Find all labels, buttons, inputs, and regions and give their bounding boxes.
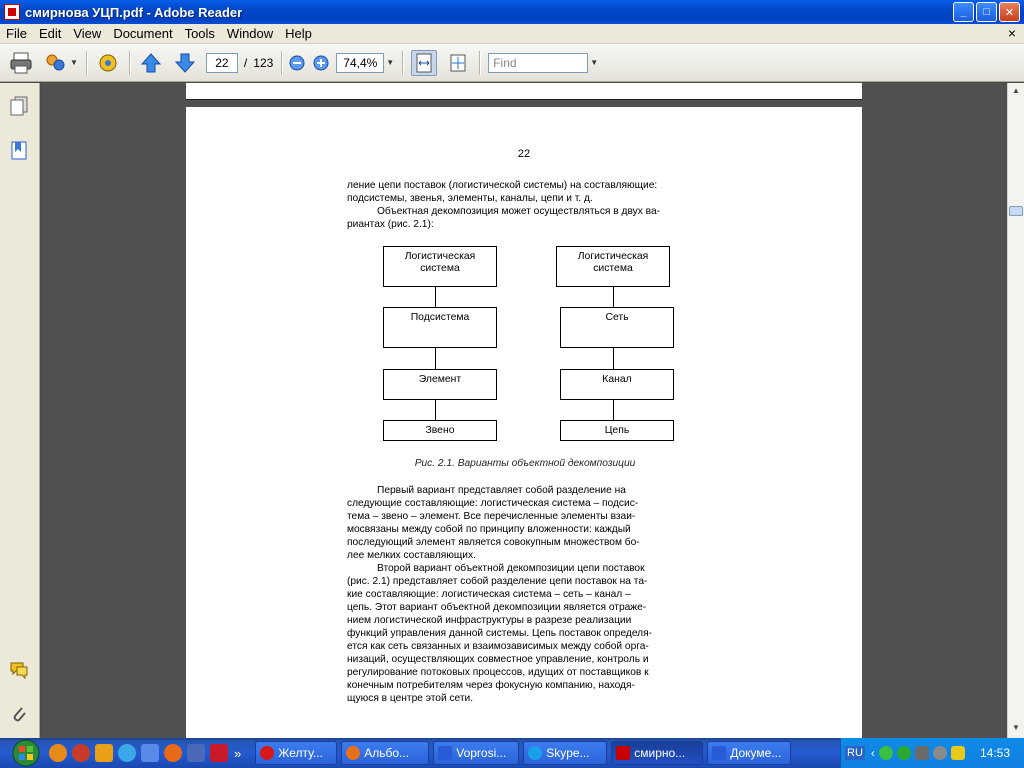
browser-icon[interactable] <box>72 744 90 762</box>
diagram-box-right-3: Канал <box>560 369 674 400</box>
title-bar <box>0 0 1024 24</box>
diagram-box-left-3: Элемент <box>383 369 497 400</box>
diagram-box-right-1: Логистическая система <box>556 246 670 287</box>
task-button-6[interactable] <box>707 741 791 765</box>
agent-icon[interactable] <box>897 746 911 760</box>
diagram-box-right-2: Сеть <box>560 307 674 348</box>
text-line: лее мелких составляющих. <box>347 550 476 561</box>
diagram-box-right-4: Цепь <box>560 420 674 441</box>
chevron-down-icon[interactable]: ▼ <box>386 58 395 67</box>
diagram-connector <box>613 287 614 307</box>
text-line: функций управления данной системы. Цепь поставок определя- <box>347 628 653 639</box>
find-input[interactable]: Find <box>488 53 588 73</box>
skype-icon <box>528 746 542 760</box>
toolbar-separator <box>86 51 87 75</box>
network-icon[interactable] <box>915 746 929 760</box>
app-icon[interactable] <box>210 744 228 762</box>
minimize-button[interactable]: _ <box>953 2 974 22</box>
text-line: мосвязаны между собой по принципу вложенности: каждый <box>347 524 631 535</box>
text-line: (рис. 2.1) представляет собой разделение цепи поставок на та- <box>347 576 648 587</box>
attachments-icon[interactable] <box>8 703 30 725</box>
taskbar <box>0 738 1024 768</box>
task-label: Желту... <box>278 746 323 760</box>
fit-page-icon[interactable] <box>445 50 471 76</box>
toolbar-separator <box>281 51 282 75</box>
mail-agent-icon[interactable] <box>49 744 67 762</box>
adobe-reader-icon <box>616 746 630 760</box>
window-controls <box>953 2 1020 22</box>
menu-window[interactable]: Window <box>226 26 274 41</box>
media-player-icon[interactable] <box>118 744 136 762</box>
text-line: Объектная декомпозиция может осуществляться в двух ва- <box>377 206 661 217</box>
paragraph-3 <box>347 484 703 562</box>
menu-bar <box>0 24 1024 44</box>
zoom-in-icon[interactable] <box>312 50 330 76</box>
menu-edit[interactable]: Edit <box>38 26 62 41</box>
quicklaunch-more-icon[interactable]: » <box>234 745 242 761</box>
menu-view[interactable]: View <box>73 26 102 41</box>
chevron-down-icon[interactable]: ▼ <box>590 58 599 67</box>
task-button-2[interactable] <box>341 741 429 765</box>
diagram-connector <box>613 400 614 420</box>
diagram-box-left-2: Подсистема <box>383 307 497 348</box>
figure-caption: Рис. 2.1. Варианты объектной декомпозиции <box>414 458 636 469</box>
security-icon[interactable] <box>951 746 965 760</box>
task-button-3[interactable] <box>433 741 519 765</box>
toolbar <box>0 44 1024 82</box>
scroll-up-icon[interactable]: ▲ <box>1012 86 1020 95</box>
text-line: низаций, осуществляющих совместное управление, контроль и <box>347 654 649 665</box>
word-icon <box>712 746 726 760</box>
menu-document[interactable]: Document <box>113 26 173 41</box>
pdf-page <box>186 107 862 738</box>
text-line: конечным потребителям через фокусную компанию, находя- <box>347 680 635 691</box>
text-line: кие составляющие: логистическая система – сеть – канал – <box>347 589 631 600</box>
text-line: щуюся в центре этой сети. <box>347 693 474 704</box>
pages-icon[interactable] <box>8 95 30 117</box>
app-icon[interactable] <box>187 744 205 762</box>
bookmarks-icon[interactable] <box>8 139 30 161</box>
opera-icon <box>260 746 274 760</box>
zoom-out-icon[interactable] <box>288 50 306 76</box>
chevron-down-icon[interactable]: ▼ <box>70 58 78 67</box>
task-label: смирно... <box>634 746 686 760</box>
text-line: риантах (рис. 2.1): <box>347 219 434 230</box>
text-line: последующий элемент является совокупным множеством бо- <box>347 537 640 548</box>
previous-page-icon[interactable] <box>138 50 164 76</box>
icq-icon[interactable] <box>879 746 893 760</box>
firefox-icon[interactable] <box>164 744 182 762</box>
menu-file[interactable]: File <box>6 26 27 41</box>
paragraph-2 <box>347 205 703 231</box>
text-line: Второй вариант объектной декомпозиции цепи поставок <box>377 563 645 574</box>
menu-tools[interactable]: Tools <box>184 26 215 41</box>
fit-width-icon[interactable] <box>411 50 437 76</box>
volume-icon[interactable] <box>933 746 947 760</box>
tool-icon[interactable] <box>95 744 113 762</box>
task-label: Докуме... <box>730 746 782 760</box>
page-number-input[interactable]: 22 <box>206 53 238 73</box>
diagram-connector <box>435 400 436 420</box>
paragraph-1 <box>347 179 703 205</box>
text-line: ление цепи поставок (логистической системы) на составляющие: <box>347 180 658 191</box>
task-label: Альбо... <box>364 746 410 760</box>
text-line: Первый вариант представляет собой разделение на <box>377 485 626 496</box>
tray-expand-icon[interactable]: ‹ <box>870 746 875 760</box>
text-line: ется как сеть связанных и взаимозависимых между собой орга- <box>347 641 649 652</box>
text-line: подсистемы, звенья, элементы, каналы, цепи и т. д. <box>347 193 593 204</box>
text-line: следующие составляющие: логистическая система – подсис- <box>347 498 639 509</box>
diagram-connector <box>613 348 614 369</box>
comments-icon[interactable] <box>8 659 30 681</box>
text-line: цепь. Этот вариант объектной декомпозиции является отраже- <box>347 602 647 613</box>
close-button[interactable]: ✕ <box>999 2 1020 22</box>
text-line: тема – звено – элемент. Все перечисленные элементы взаи- <box>347 511 636 522</box>
toolbar-separator <box>479 51 480 75</box>
word-icon <box>438 746 452 760</box>
firefox-icon <box>346 746 360 760</box>
page-total: 123 <box>253 55 274 70</box>
clock: 14:53 <box>979 746 1010 760</box>
task-label: Voprosi... <box>456 746 507 760</box>
previous-page-bottom <box>186 83 862 100</box>
window-title: смирнова УЦП.pdf - Adobe Reader <box>25 4 243 20</box>
document-area[interactable] <box>41 83 1007 738</box>
paragraph-4 <box>347 562 703 705</box>
next-page-icon[interactable] <box>172 50 198 76</box>
toolbar-separator <box>129 51 130 75</box>
navigation-panel <box>0 83 40 738</box>
maximize-button[interactable]: □ <box>976 2 997 22</box>
text-line: регулирование потоковых процессов, идущих от поставщиков к <box>347 667 649 678</box>
scroll-down-icon[interactable]: ▼ <box>1012 723 1020 732</box>
text-line: нием логистической инфраструктуры в разрезе реализации <box>347 615 632 626</box>
task-label: Skype... <box>546 746 590 760</box>
scrollbar-thumb[interactable] <box>1009 206 1023 216</box>
language-indicator[interactable]: RU <box>847 747 863 759</box>
ie-icon[interactable] <box>141 744 159 762</box>
task-button-1[interactable] <box>255 741 337 765</box>
print-icon[interactable] <box>8 50 34 76</box>
start-button[interactable] <box>8 738 44 768</box>
page-number: 22 <box>517 148 531 160</box>
diagram-box-left-1: Логистическая система <box>383 246 497 287</box>
task-button-5[interactable] <box>611 741 703 765</box>
menu-help[interactable]: Help <box>285 26 312 41</box>
system-tray <box>840 738 1024 768</box>
collaborate-icon[interactable] <box>42 50 68 76</box>
settings-gear-icon[interactable] <box>95 50 121 76</box>
zoom-level-input[interactable]: 74,4% <box>336 53 384 73</box>
adobe-reader-icon <box>4 4 20 20</box>
diagram-box-left-4: Звено <box>383 420 497 441</box>
task-button-4[interactable] <box>523 741 607 765</box>
vertical-scrollbar[interactable] <box>1007 83 1024 738</box>
diagram-connector <box>435 287 436 307</box>
diagram-connector <box>435 348 436 369</box>
page-separator: / <box>243 55 248 70</box>
document-close-button[interactable]: × <box>1007 25 1016 41</box>
toolbar-separator <box>402 51 403 75</box>
